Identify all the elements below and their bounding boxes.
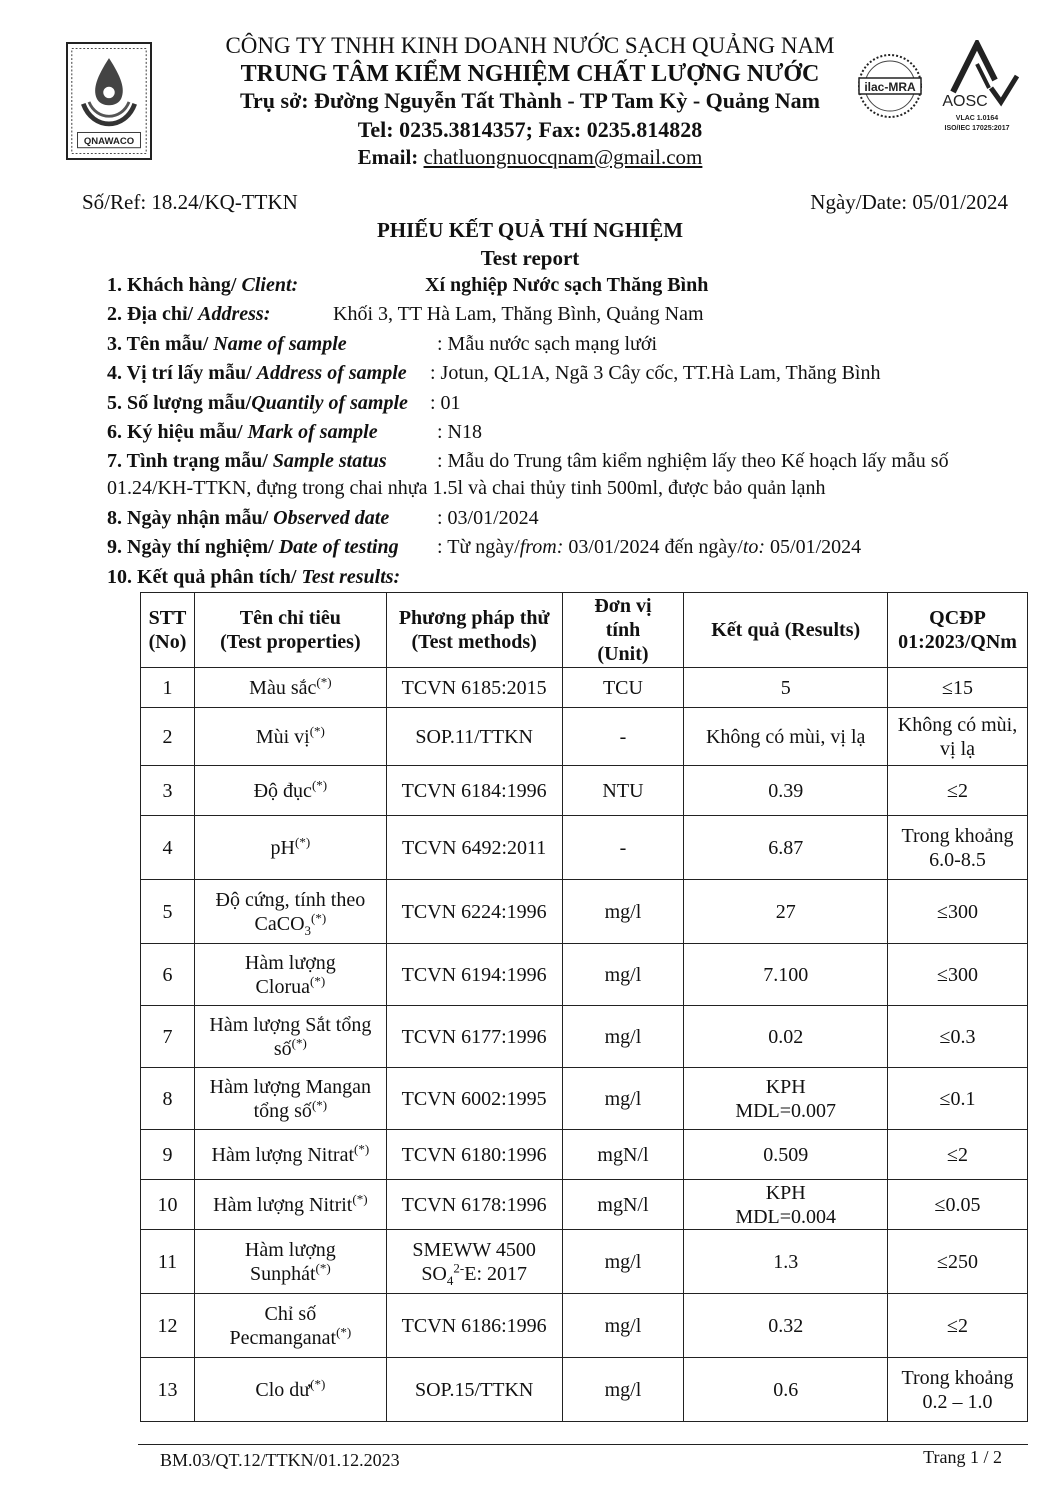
page-number: Trang 1 / 2 — [923, 1447, 1002, 1467]
cell-no: 5 — [141, 880, 195, 944]
col-header-standard: QCĐP 01:2023/QNm — [888, 593, 1028, 668]
col-header-results: Kết quả (Results) — [684, 593, 888, 668]
cell-standard: Trong khoảng 0.2 – 1.0 — [888, 1358, 1028, 1422]
col-header-no: STT (No) — [141, 593, 195, 668]
sample-quantity-value: : 01 — [430, 392, 461, 414]
cell-property: Hàm lượng Sắt tổng số(*) — [194, 1006, 386, 1068]
cell-property: Hàm lượng Nitrit(*) — [194, 1180, 386, 1230]
cell-property: Hàm lượng Sunphát(*) — [194, 1230, 386, 1294]
phone-fax: Tel: 0235.3814357; Fax: 0235.814828 — [357, 117, 703, 142]
cell-unit: mg/l — [562, 1006, 684, 1068]
cell-standard: Không có mùi, vị lạ — [888, 708, 1028, 766]
cell-no: 10 — [141, 1180, 195, 1230]
cell-unit: mg/l — [562, 1358, 684, 1422]
cell-method: TCVN 6194:1996 — [386, 944, 562, 1006]
sample-status-value-line2: 01.24/KH-TTKN, đựng trong chai nhựa 1.5l và chai thủy tinh 500ml, được bảo quản lạnh — [107, 477, 826, 499]
email-line — [160, 145, 900, 170]
cell-unit: mgN/l — [562, 1180, 684, 1230]
table-row — [141, 816, 1028, 880]
cell-property: Màu sắc(*) — [194, 668, 386, 708]
cell-standard: ≤300 — [888, 880, 1028, 944]
sample-mark-value: : N18 — [437, 421, 482, 443]
table-row — [141, 1006, 1028, 1068]
email-link[interactable]: chatluongnuocqnam@gmail.com — [423, 145, 703, 169]
sample-quantity-label: 5. Số lượng mẫu/Quantily of sample — [107, 392, 408, 414]
cell-no: 9 — [141, 1130, 195, 1180]
cell-property: Chỉ số Pecmanganat(*) — [194, 1294, 386, 1358]
cell-standard: ≤0.3 — [888, 1006, 1028, 1068]
center-name: TRUNG TÂM KIỂM NGHIỆM CHẤT LƯỢNG NƯỚC — [240, 61, 820, 87]
cell-method: TCVN 6186:1996 — [386, 1294, 562, 1358]
cell-standard: ≤0.05 — [888, 1180, 1028, 1230]
head-office-address: Trụ sở: Đường Nguyễn Tất Thành - TP Tam Kỳ - Quảng Nam — [240, 88, 820, 113]
cell-no: 13 — [141, 1358, 195, 1422]
table-row — [141, 1294, 1028, 1358]
cell-method: TCVN 6224:1996 — [386, 880, 562, 944]
col-header-methods: Phương pháp thử (Test methods) — [386, 593, 562, 668]
cell-unit: - — [562, 816, 684, 880]
address-value: Khối 3, TT Hà Lam, Thăng Bình, Quảng Nam — [333, 303, 704, 325]
cell-standard: Trong khoảng 6.0-8.5 — [888, 816, 1028, 880]
results-table — [140, 592, 1028, 1422]
test-results-label: 10. Kết quả phân tích/ Test results: — [107, 566, 401, 588]
form-code: BM.03/QT.12/TTKN/01.12.2023 — [160, 1450, 400, 1470]
sample-mark-label: 6. Ký hiệu mẫu/ Mark of sample — [107, 421, 378, 443]
sample-name-label: 3. Tên mẫu/ Name of sample — [107, 333, 347, 355]
table-header-row — [141, 593, 1028, 668]
table-row — [141, 1180, 1028, 1230]
qnawaco-logo-text: QNAWACO — [83, 135, 135, 147]
cell-unit: NTU — [562, 766, 684, 816]
email-label: Email: — [357, 145, 424, 169]
cell-no: 11 — [141, 1230, 195, 1294]
cell-no: 8 — [141, 1068, 195, 1130]
aosc-logo-text: AOSC — [942, 93, 988, 110]
cell-result: KPH MDL=0.007 — [684, 1068, 888, 1130]
table-row — [141, 1358, 1028, 1422]
testing-date-label: 9. Ngày thí nghiệm/ Date of testing — [107, 536, 399, 558]
cell-unit: TCU — [562, 668, 684, 708]
sample-location-label: 4. Vị trí lấy mẫu/ Address of sample — [107, 362, 407, 384]
cell-result: 7.100 — [684, 944, 888, 1006]
footer-divider — [138, 1444, 1028, 1445]
cell-method: TCVN 6178:1996 — [386, 1180, 562, 1230]
cell-result: 0.39 — [684, 766, 888, 816]
report-title-en: Test report — [480, 246, 580, 270]
cell-standard: ≤2 — [888, 1294, 1028, 1358]
cell-standard: ≤2 — [888, 1130, 1028, 1180]
cell-result: 1.3 — [684, 1230, 888, 1294]
cell-method: TCVN 6177:1996 — [386, 1006, 562, 1068]
vlac-logo-text: VLAC 1.0164 — [955, 115, 999, 122]
testing-date-value: : Từ ngày/from: 03/01/2024 đến ngày/to: 05/01/2024 — [437, 536, 862, 558]
cell-property: Hàm lượng Clorua(*) — [194, 944, 386, 1006]
table-row — [141, 880, 1028, 944]
cell-unit: mg/l — [562, 1068, 684, 1130]
cell-result: 6.87 — [684, 816, 888, 880]
client-value: Xí nghiệp Nước sạch Thăng Bình — [425, 274, 709, 296]
observed-date-label: 8. Ngày nhận mẫu/ Observed date — [107, 507, 390, 529]
cell-no: 4 — [141, 816, 195, 880]
aosc-logo — [935, 40, 1019, 136]
cell-result: Không có mùi, vị lạ — [684, 708, 888, 766]
cell-property: Clo dư(*) — [194, 1358, 386, 1422]
table-row — [141, 1068, 1028, 1130]
table-row — [141, 1230, 1028, 1294]
cell-method: TCVN 6180:1996 — [386, 1130, 562, 1180]
table-row — [141, 766, 1028, 816]
cell-property: Độ đục(*) — [194, 766, 386, 816]
ilac-mra-logo — [855, 42, 925, 130]
cell-unit: mg/l — [562, 1230, 684, 1294]
cell-method: SOP.11/TTKN — [386, 708, 562, 766]
cell-property: Hàm lượng Mangan tổng số(*) — [194, 1068, 386, 1130]
client-label: 1. Khách hàng/ Client: — [107, 274, 299, 296]
cell-no: 2 — [141, 708, 195, 766]
report-title-vi: PHIẾU KẾT QUẢ THÍ NGHIỆM — [376, 218, 684, 242]
col-header-properties: Tên chỉ tiêu (Test properties) — [194, 593, 386, 668]
cell-unit: mgN/l — [562, 1130, 684, 1180]
cell-unit: - — [562, 708, 684, 766]
cell-property: Mùi vị(*) — [194, 708, 386, 766]
cell-result: 0.02 — [684, 1006, 888, 1068]
cell-method: TCVN 6184:1996 — [386, 766, 562, 816]
table-row — [141, 944, 1028, 1006]
cell-result: 0.6 — [684, 1358, 888, 1422]
company-name: CÔNG TY TNHH KINH DOANH NƯỚC SẠCH QUẢNG NAM — [225, 33, 835, 58]
cell-property: Độ cứng, tính theo CaCO$_3$(*) — [194, 880, 386, 944]
sample-status-label: 7. Tình trạng mẫu/ Sample status — [107, 450, 387, 472]
table-row — [141, 668, 1028, 708]
cell-result: 27 — [684, 880, 888, 944]
cell-no: 7 — [141, 1006, 195, 1068]
table-row — [141, 708, 1028, 766]
cell-no: 12 — [141, 1294, 195, 1358]
cell-standard: ≤300 — [888, 944, 1028, 1006]
cell-result: 0.32 — [684, 1294, 888, 1358]
cell-method: SOP.15/TTKN — [386, 1358, 562, 1422]
sample-location-value: : Jotun, QL1A, Ngã 3 Cây cốc, TT.Hà Lam, Thăng Bình — [430, 362, 881, 384]
iso-logo-text: ISO/IEC 17025:2017 — [944, 125, 1010, 132]
cell-result: 0.509 — [684, 1130, 888, 1180]
cell-result: 5 — [684, 668, 888, 708]
observed-date-value: : 03/01/2024 — [437, 507, 539, 529]
report-date: Ngày/Date: 05/01/2024 — [810, 190, 1008, 214]
address-label: 2. Địa chỉ/ Address: — [107, 303, 271, 325]
cell-unit: mg/l — [562, 1294, 684, 1358]
table-row — [141, 1130, 1028, 1180]
cell-method: TCVN 6002:1995 — [386, 1068, 562, 1130]
ilac-logo-text: ilac-MRA — [864, 80, 916, 94]
cell-property: Hàm lượng Nitrat(*) — [194, 1130, 386, 1180]
cell-standard: ≤250 — [888, 1230, 1028, 1294]
cell-no: 3 — [141, 766, 195, 816]
cell-no: 1 — [141, 668, 195, 708]
col-header-unit: Đơn vị tính (Unit) — [562, 593, 684, 668]
cell-property: pH(*) — [194, 816, 386, 880]
cell-standard: ≤15 — [888, 668, 1028, 708]
cell-method: SMEWW 4500 $SO_4^{2-}E$: 2017 — [386, 1230, 562, 1294]
qnawaco-logo — [66, 42, 152, 160]
cell-method: TCVN 6492:2011 — [386, 816, 562, 880]
reference-number: Số/Ref: 18.24/KQ-TTKN — [82, 190, 298, 214]
cell-method: TCVN 6185:2015 — [386, 668, 562, 708]
cell-no: 6 — [141, 944, 195, 1006]
cell-standard: ≤0.1 — [888, 1068, 1028, 1130]
cell-unit: mg/l — [562, 880, 684, 944]
cell-result: KPH MDL=0.004 — [684, 1180, 888, 1230]
cell-standard: ≤2 — [888, 766, 1028, 816]
cell-unit: mg/l — [562, 944, 684, 1006]
sample-name-value: : Mẫu nước sạch mạng lưới — [437, 333, 658, 355]
sample-status-value: : Mẫu do Trung tâm kiểm nghiệm lấy theo Kế hoạch lấy mẫu số — [437, 450, 949, 472]
